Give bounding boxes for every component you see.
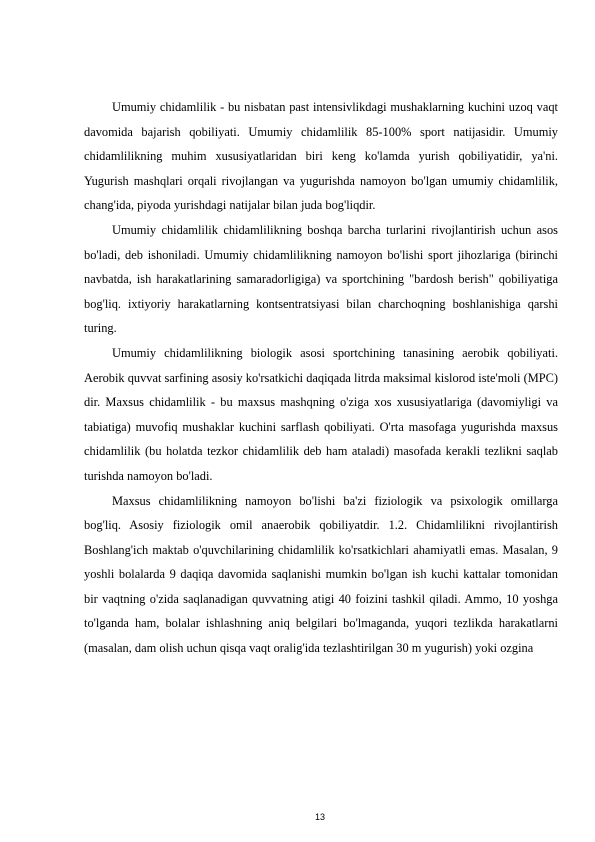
paragraph-general-endurance-definition: Umumiy chidamlilik - bu nisbatan past intensivlikdagi mushaklarning kuchini uzoq vaqt davomida bajarish qobiliyati. Umumiy chidamlilik 85-100% sport natijasidir. Umumiy chidamlilikning muhim xususiyatlaridan biri keng ko'lamda yurish qobiliyatidir, ya'ni. Yugurish mashqlari orqali rivojlangan va yugurishda namoyon bo'lgan umumiy chidamlilik, chang'ida, piyoda yurishdagi natijalar bilan juda bog'liqdir.	[84, 100, 558, 213]
paragraph-general-endurance-basis: Umumiy chidamlilik chidamlilikning boshqa barcha turlarini rivojlantirish uchun asos bo'ladi, deb ishoniladi. Umumiy chidamlilikning namoyon bo'lishi sport jihozlariga (birinchi navbatda, ish harakatlarining samaradorligiga) va sportchining "bardosh berish" qobiliyatiga bog'liq. ixtiyoriy harakatlarning kontsentratsiyasi bilan charchoqning boshlanishiga qarshi turing.	[84, 222, 558, 336]
body-text	[84, 95, 558, 661]
paragraph-biological-basis: Umumiy chidamlilikning biologik asosi sportchining tanasining aerobik qobiliyati. Aerobik quvvat sarfining asosiy ko'rsatkichi daqiqada litrda maksimal kislorod iste'moli (MPC) dir. Maxsus chidamlilik - bu maxsus mashqning o'ziga xos xususiyatlariga (davomiyligi va tabiatiga) muvofiq mushaklar kuchini sarflash qobiliyati. O'rta masofaga yugurishda maxsus chidamlilik (bu holatda tezkor chidamlilik deb ham ataladi) masofada kerakli tezlikni saqlab turishda namoyon bo'ladi.	[84, 345, 558, 483]
page-number: 13	[314, 812, 325, 822]
paragraph-special-endurance-factors: Maxsus chidamlilikning namoyon bo'lishi ba'zi fiziologik va psixologik omillarga bog'liq. Asosiy fiziologik omil anaerobik qobiliyatdir. 1.2. Chidamlilikni rivojlantirish Boshlang'ich maktab o'quvchilarining chidamlilik ko'rsatkichlari ahamiyatli emas. Masalan, 9 yoshli bolalarda 9 daqiqa davomida saqlanishi mumkin bo'lgan ish kuchi kattalar tomonidan bir vaqtning o'zida saqlanadigan quvvatning atigi 40 foizini tashkil qiladi. Ammo, 10 yoshga to'lganda ham, bolalar ishlashning aniq belgilari bo'lmaganda, yuqori tezlikda harakatlarni (masalan, dam olish uchun qisqa vaqt oralig'ida tezlashtirilgan 30 m yugurish) yoki ozgina	[84, 493, 558, 656]
